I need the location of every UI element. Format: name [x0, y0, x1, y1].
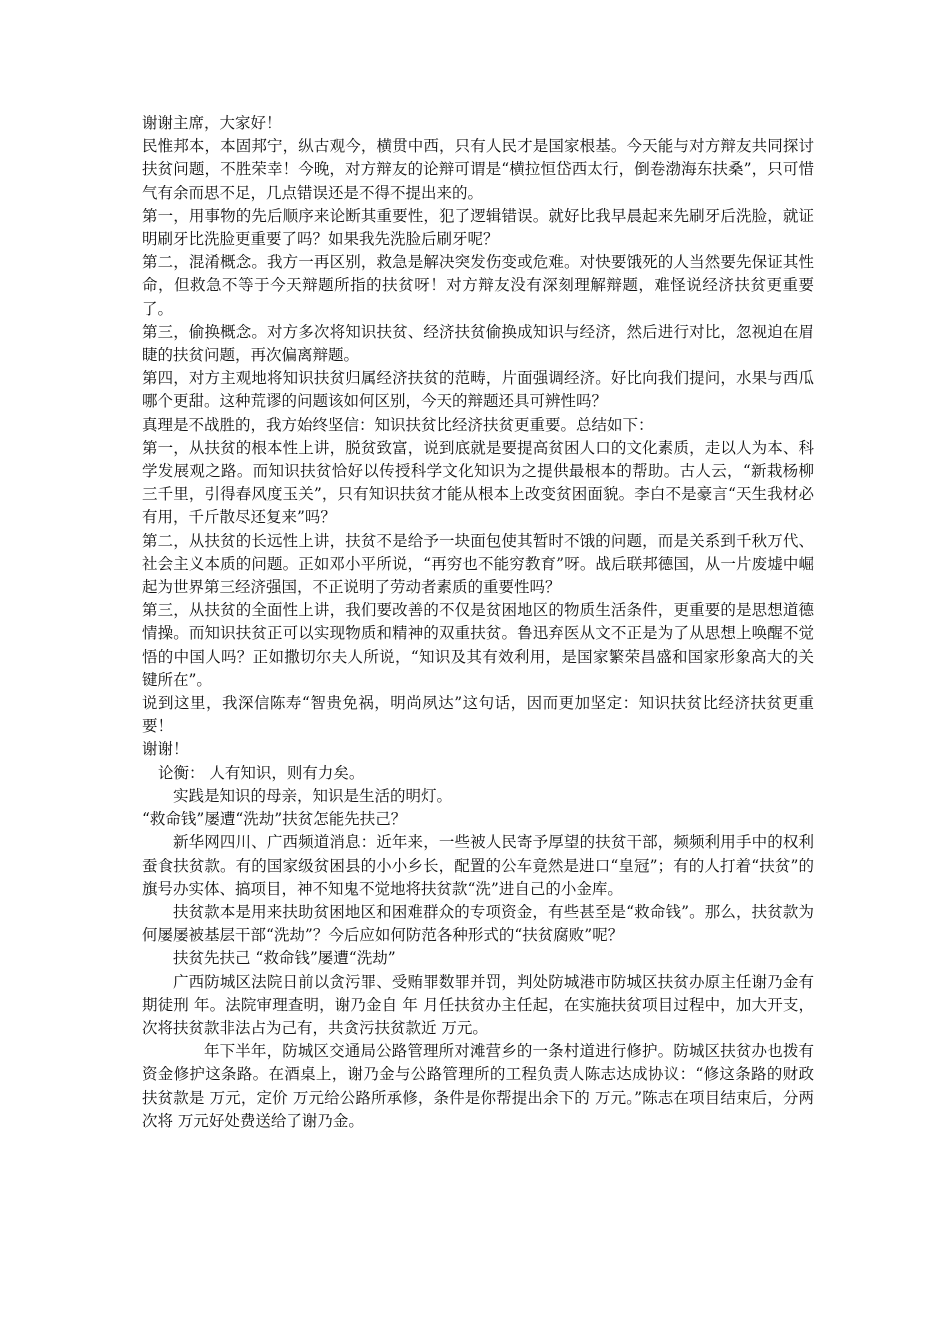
summary-point-1: 第一，从扶贫的根本性上讲，脱贫致富，说到底就是要提高贫困人口的文化素质，走以人为本、科学发展观之路。而知识扶贫恰好以传授科学文化知识为之提供最根本的帮助。古人云，“新栽杨柳三千里，引得春风度玉关”，只有知识扶贫才能从根本上改变贫困面貌。李白不是豪言“天生我材必有用，千斤散尽还复来”吗？ [142, 438, 814, 527]
conclusion: 说到这里，我深信陈寿“智贵免祸，明尚夙达”这句话，因而更加坚定：知识扶贫比经济扶贫更重要！ [142, 694, 814, 736]
article-paragraph-3: 广西防城区法院日前以贪污罪、受贿罪数罪并罚，判处防城港市防城区扶贫办原主任谢乃金有期徒刑 年。法院审理查明，谢乃金自 年 月任扶贫办主任起，在实施扶贫项目过程中，加大开支， 次将扶贫款非法占为己有，共贪污扶贫款近 万元。 [142, 972, 814, 1037]
rebuttal-point-1: 第一，用事物的先后顺序来论断其重要性，犯了逻辑错误。就好比我早晨起来先刷牙后洗脸，就证明刷牙比洗脸更重要了吗？如果我先洗脸后刷牙呢？ [142, 206, 814, 249]
article-paragraph-2: 扶贫款本是用来扶助贫困地区和困难群众的专项资金，有些甚至是“救命钱”。那么，扶贫款为何屡屡被基层干部“洗劫”？今后应如何防范各种形式的“扶贫腐败”呢？ [142, 902, 814, 945]
article-headline: “救命钱”屡遭“洗劫”扶贫怎能先扶己？ [142, 810, 407, 829]
article-paragraph-4: 年下半年，防城区交通局公路管理所对滩营乡的一条村道进行修护。防城区扶贫办也拨有资金修护这条路。在酒桌上，谢乃金与公路管理所的工程负责人陈志达成协议：“修这条路的财政扶贫款是 万元，定价 万元给公路所承修，条件是你帮提出余下的 万元。”陈志在项目结束后，分两次将 万元好处费送给了谢乃金。 [142, 1042, 814, 1130]
document-body [142, 112, 814, 1133]
greeting: 谢谢主席，大家好！ [142, 114, 282, 132]
summary-point-3: 第三，从扶贫的全面性上讲，我们要改善的不仅是贫困地区的物质生活条件，更重要的是思想道德情操。而知识扶贫正可以实现物质和精神的双重扶贫。鲁迅弃医从文不正是为了从思想上唤醒不觉悟的中国人吗？正如撒切尔夫人所说，“知识及其有效利用，是国家繁荣昌盛和国家形象高大的关键所在”。 [142, 601, 814, 689]
summary-intro: 真理是不战胜的，我方始终坚信：知识扶贫比经济扶贫更重要。总结如下： [142, 415, 654, 434]
rebuttal-point-4: 第四，对方主观地将知识扶贫归属经济扶贫的范畴，片面强调经济。好比向我们提问，水果与西瓜哪个更甜。这种荒谬的问题该如何区别，今天的辩题还具可辨性吗？ [142, 369, 814, 411]
article-subheading: 扶贫先扶己 “救命钱”屡遭“洗劫” [173, 949, 396, 968]
closing-thanks: 谢谢！ [142, 740, 189, 759]
article-paragraph-1: 新华网四川、广西频道消息：近年来，一些被人民寄予厚望的扶贫干部，频频利用手中的权利蚕食扶贫款。有的国家级贫困县的小小乡长，配置的公车竟然是进口“皇冠”；有的人打着“扶贫”的旗号办实体、搞项目，神不知鬼不觉地将扶贫款“洗”进自己的小金库。 [142, 833, 814, 898]
summary-point-2: 第二，从扶贫的长远性上讲，扶贫不是给予一块面包使其暂时不饿的问题，而是关系到千秋万代、社会主义本质的问题。正如邓小平所说，“再穷也不能穷教育”呀。战后联邦德国，从一片废墟中崛起为世界第三经济强国，不正说明了劳动者素质的重要性吗？ [142, 531, 814, 597]
rebuttal-point-3: 第三，偷换概念。对方多次将知识扶贫、经济扶贫偷换成知识与经济，然后进行对比，忽视迫在眉睫的扶贫问题，再次偏离辩题。 [142, 322, 814, 365]
rebuttal-point-2: 第二，混淆概念。我方一再区别，救急是解决突发伤变或危难。对快要饿死的人当然要先保证其性命，但救急不等于今天辩题所指的扶贫呀！对方辩友没有深刻理解辩题，难怪说经济扶贫更重要了。 [142, 253, 814, 318]
opening-paragraph: 民惟邦本，本固邦宁，纵古观今，横贯中西，只有人民才是国家根基。今天能与对方辩友共同探讨扶贫问题，不胜荣幸！今晚，对方辩友的论辩可谓是“横拉恒岱西太行，倒卷渤海东扶桑”，只可惜气有余而思不足，几点错误还是不得不提出来的。 [142, 137, 814, 202]
quote-lunheng: 论衡： 人有知识，则有力矣。 [158, 763, 365, 782]
quote-knowledge: 实践是知识的母亲，知识是生活的明灯。 [173, 786, 453, 805]
